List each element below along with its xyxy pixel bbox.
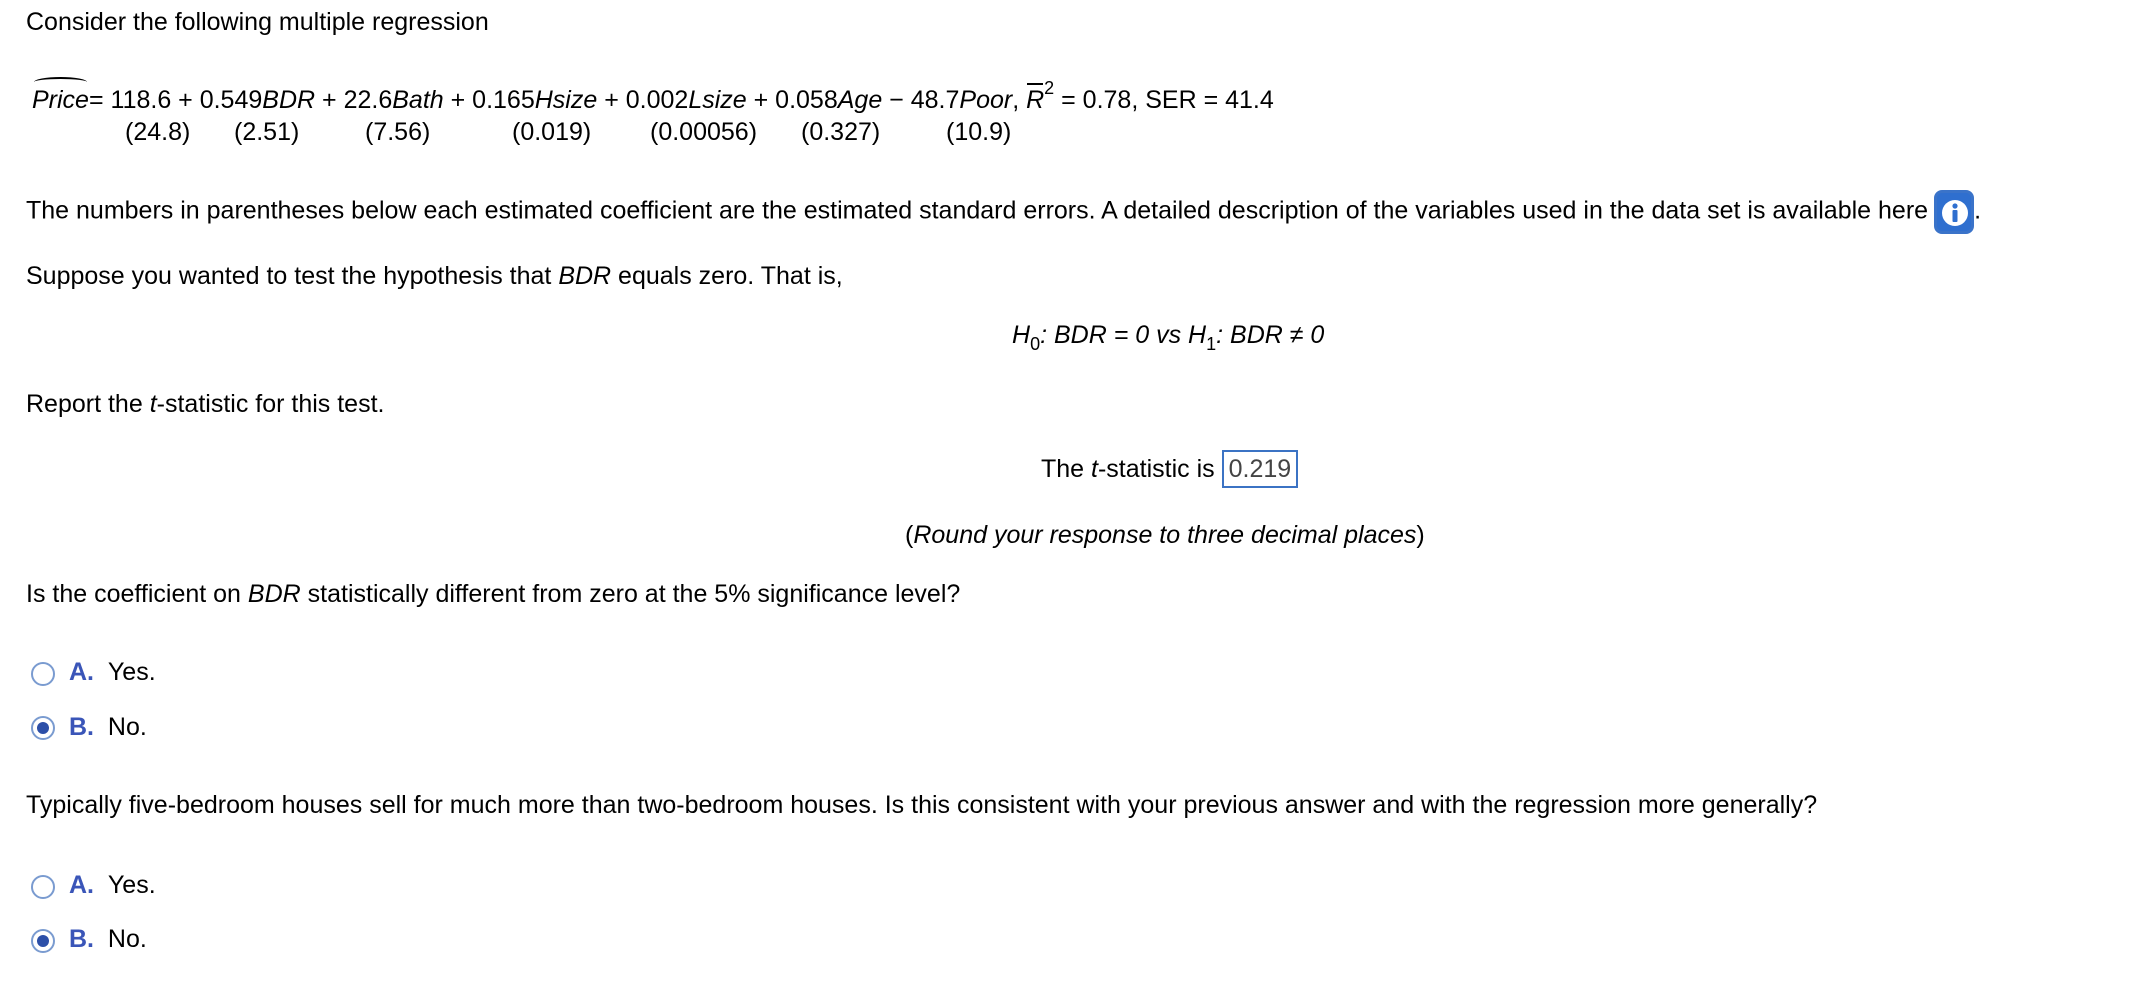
intro-text: Consider the following multiple regression	[26, 8, 489, 36]
h0-rest: : BDR = 0 vs	[1040, 321, 1189, 349]
suppose-text	[26, 262, 843, 291]
std-error-4: (0.019)	[512, 118, 592, 146]
eq-var: Lsize	[688, 86, 747, 114]
question-1	[26, 580, 960, 609]
q1-option-b[interactable]	[69, 713, 147, 742]
eq-var: Hsize	[534, 86, 598, 114]
option-letter: B.	[69, 713, 94, 741]
eq-term: − 48.7	[882, 86, 960, 114]
std-error-3: (7.56)	[365, 118, 431, 146]
tstat-line	[1041, 450, 1298, 488]
regression-equation	[32, 78, 1274, 115]
r-bar-squared: R	[1026, 86, 1045, 114]
eq-stats: = 0.78, SER = 41.4	[1054, 86, 1274, 114]
suppose-var: BDR	[558, 262, 612, 290]
suppose-pre: Suppose you wanted to test the hypothesis that	[26, 262, 559, 290]
note-period: .	[1974, 196, 1982, 225]
eq-var: BDR	[262, 86, 316, 114]
report-text	[26, 390, 384, 419]
tstat-pre: The	[1041, 455, 1092, 483]
tstat-post: -statistic is	[1097, 455, 1215, 483]
h0-symbol: H	[1012, 321, 1031, 349]
eq-term: + 0.165	[443, 86, 535, 114]
eq-term: = 118.6 + 0.549	[88, 86, 263, 114]
option-label: Yes.	[107, 871, 156, 899]
q2-option-b[interactable]	[69, 925, 147, 954]
std-error-6: (0.327)	[801, 118, 881, 146]
h1-rest: : BDR ≠ 0	[1216, 321, 1325, 349]
option-label: No.	[107, 713, 147, 741]
tstat-answer-input[interactable]: 0.219	[1222, 450, 1299, 488]
q1-option-a[interactable]	[69, 658, 156, 687]
q2-option-a[interactable]	[69, 871, 156, 900]
std-error-5: (0.00056)	[650, 118, 758, 146]
eq-var: Age	[837, 86, 883, 114]
q1-option-b-radio[interactable]	[31, 716, 55, 740]
eq-term: + 0.002	[597, 86, 689, 114]
h1-symbol: H	[1188, 321, 1207, 349]
std-error-1: (24.8)	[125, 118, 191, 146]
question-2: Typically five-bedroom houses sell for much more than two-bedroom houses. Is this consistent with your previous answer and with the regression more generally?	[26, 791, 1818, 819]
eq-comma: ,	[1012, 86, 1027, 114]
q1-pre: Is the coefficient on	[26, 580, 248, 608]
std-error-2: (2.51)	[234, 118, 300, 146]
q2-option-b-radio[interactable]	[31, 929, 55, 953]
r-squared-exp: 2	[1044, 78, 1055, 98]
eq-var: Poor	[959, 86, 1013, 114]
option-letter: B.	[69, 925, 94, 953]
round-text: Round your response to three decimal places	[913, 521, 1417, 549]
option-letter: A.	[69, 658, 94, 686]
round-note	[905, 521, 1425, 550]
h1-sub: 1	[1206, 334, 1217, 354]
hypothesis	[1012, 321, 1325, 354]
q1-post: statistically different from zero at the 5% significance level?	[300, 580, 961, 608]
std-error-7: (10.9)	[946, 118, 1012, 146]
eq-var: Bath	[392, 86, 444, 114]
note-text: The numbers in parentheses below each estimated coefficient are the estimated standard errors. A detailed description of the variables used in the data set is available here	[26, 196, 1929, 225]
q1-option-a-radio[interactable]	[31, 662, 55, 686]
option-label: No.	[107, 925, 147, 953]
info-icon	[1941, 198, 1969, 228]
option-letter: A.	[69, 871, 94, 899]
report-var: t	[149, 390, 157, 418]
note-line	[26, 190, 1981, 234]
price-hat: Price	[32, 86, 89, 114]
tstat-var: t	[1091, 455, 1098, 483]
round-open: (	[905, 521, 914, 549]
eq-term: + 0.058	[746, 86, 838, 114]
suppose-post: equals zero. That is,	[611, 262, 843, 290]
h0-sub: 0	[1030, 334, 1041, 354]
round-close: )	[1416, 521, 1425, 549]
report-post: -statistic for this test.	[156, 390, 385, 418]
q1-var: BDR	[247, 580, 301, 608]
option-label: Yes.	[107, 658, 156, 686]
info-button[interactable]	[1934, 190, 1974, 234]
q2-option-a-radio[interactable]	[31, 875, 55, 899]
eq-term: + 22.6	[315, 86, 393, 114]
report-pre: Report the	[26, 390, 150, 418]
